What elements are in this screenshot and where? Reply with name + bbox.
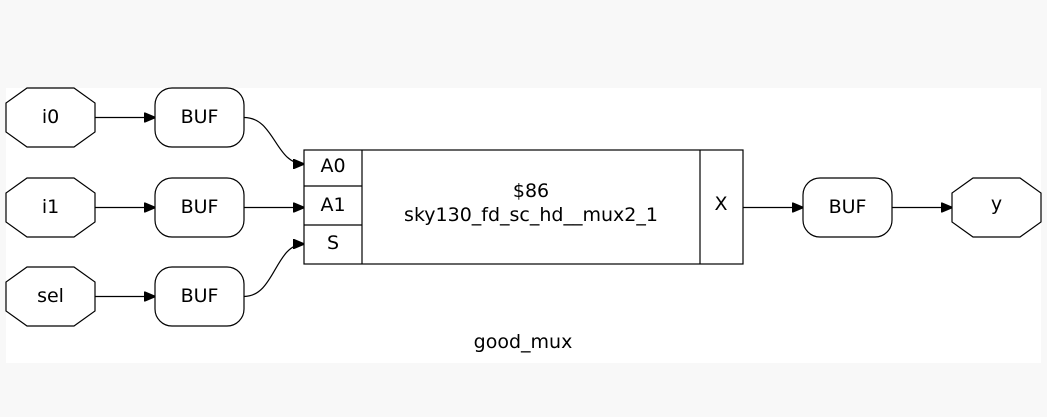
mux-cell[interactable]	[304, 150, 743, 264]
mux-port-s: S	[326, 232, 340, 254]
mux-cell-id: $86	[512, 180, 550, 202]
input-port-i0-label: i0	[41, 106, 60, 128]
buffer-i1-label: BUF	[180, 196, 219, 218]
mux-port-a1: A1	[320, 194, 346, 216]
input-port-i0[interactable]	[6, 88, 95, 147]
output-port-y[interactable]	[952, 178, 1041, 237]
input-port-i1-label: i1	[41, 196, 60, 218]
buffer-sel[interactable]	[155, 267, 244, 326]
buffer-y-label: BUF	[828, 196, 867, 218]
buffer-i0-label: BUF	[180, 106, 219, 128]
input-port-sel-label: sel	[37, 285, 64, 307]
diagram-title: good_mux	[473, 331, 573, 353]
mux-cell-type: sky130_fd_sc_hd__mux2_1	[404, 204, 658, 226]
buffer-i0[interactable]	[155, 88, 244, 147]
output-port-y-label: y	[990, 193, 1003, 215]
input-port-sel[interactable]	[6, 267, 95, 326]
buffer-y[interactable]	[803, 178, 892, 237]
mux-port-x: X	[714, 193, 728, 215]
buffer-sel-label: BUF	[180, 285, 219, 307]
buffer-i1[interactable]	[155, 178, 244, 237]
input-port-i1[interactable]	[6, 178, 95, 237]
mux-port-a0: A0	[320, 155, 346, 177]
